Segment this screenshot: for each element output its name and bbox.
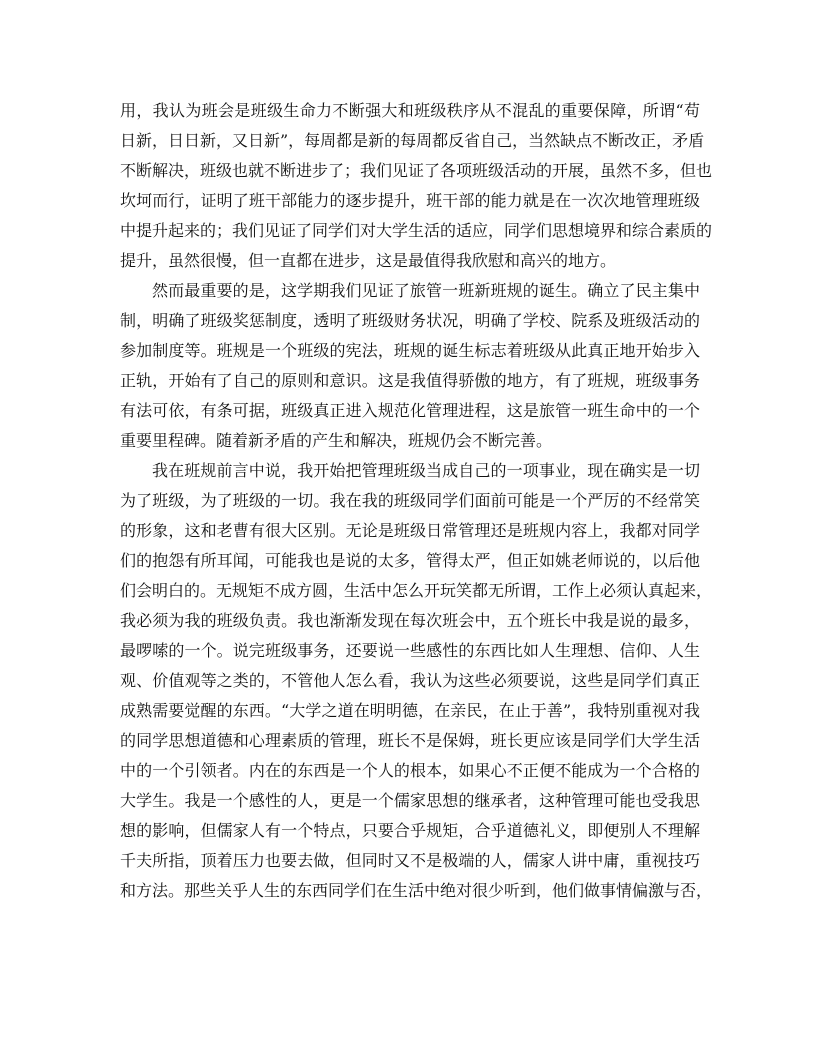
text-line: 我必须为我的班级负责。我也渐渐发现在每次班会中，五个班长中我是说的最多，	[120, 611, 700, 630]
text-line: 和方法。那些关乎人生的东西同学们在生活中绝对很少听到，他们做事情偏激与否，	[120, 881, 713, 900]
text-line: 用，我认为班会是班级生命力不断强大和班级秩序从不混乱的重要保障，所谓“苟	[120, 101, 700, 120]
paragraph-management	[120, 456, 713, 906]
text-line: 中的一个引领者。内在的东西是一个人的根本，如果心不正便不能成为一个合格的	[120, 761, 700, 780]
paragraph-class-rules	[120, 276, 700, 456]
text-line: 最啰嗦的一个。说完班级事务，还要说一些感性的东西比如人生理想、信仰、人生	[120, 641, 700, 660]
text-line: 大学生。我是一个感性的人，更是一个儒家思想的继承者，这种管理可能也受我思	[120, 791, 700, 810]
text-line: 的同学思想道德和心理素质的管理，班长不是保姆，班长更应该是同学们大学生活	[120, 731, 700, 750]
text-line: 日新，日日新，又日新”，每周都是新的每周都反省自己，当然缺点不断改正，矛盾	[120, 131, 705, 150]
text-line: 重要里程碑。随着新矛盾的产生和解决，班规仍会不断完善。	[120, 431, 553, 450]
body-text	[120, 96, 713, 906]
text-line: 们会明白的。无规矩不成方圆，生活中怎么开玩笑都无所谓，工作上必须认真起来，	[120, 581, 713, 600]
text-line: 我在班规前言中说，我开始把管理班级当成自己的一项事业，现在确实是一切	[152, 461, 700, 480]
text-line: 制，明确了班级奖惩制度，透明了班级财务状况，明确了学校、院系及班级活动的	[120, 311, 700, 330]
text-line: 的形象，这和老曹有很大区别。无论是班级日常管理还是班规内容上，我都对同学	[120, 521, 700, 540]
text-line: 正轨，开始有了自己的原则和意识。这是我值得骄傲的地方，有了班规，班级事务	[120, 371, 700, 390]
text-line: 有法可依，有条可据，班级真正进入规范化管理进程，这是旅管一班生命中的一个	[120, 401, 700, 420]
text-line: 参加制度等。班规是一个班级的宪法，班规的诞生标志着班级从此真正地开始步入	[120, 341, 700, 360]
paragraph-class-meeting	[120, 96, 713, 276]
text-line: 观、价值观等之类的，不管他人怎么看，我认为这些必须要说，这些是同学们真正	[120, 671, 700, 690]
text-line: 提升，虽然很慢，但一直都在进步，这是最值得我欣慰和高兴的地方。	[120, 251, 617, 270]
text-line: 们的抱怨有所耳闻，可能我也是说的太多，管得太严，但正如姚老师说的，以后他	[120, 551, 700, 570]
text-line: 不断解决，班级也就不断进步了；我们见证了各项班级活动的开展，虽然不多，但也	[120, 161, 713, 180]
text-line: 千夫所指，顶着压力也要去做，但同时又不是极端的人，儒家人讲中庸，重视技巧	[120, 851, 700, 870]
text-line: 为了班级，为了班级的一切。我在我的班级同学们面前可能是一个严厉的不经常笑	[120, 491, 700, 510]
text-line: 坎坷而行，证明了班干部能力的逐步提升，班干部的能力就是在一次次地管理班级	[120, 191, 700, 210]
text-line: 成熟需要觉醒的东西。“大学之道在明明德，在亲民，在止于善”，我特别重视对我	[120, 701, 700, 720]
text-line: 想的影响，但儒家人有一个特点，只要合乎规矩，合乎道德礼义，即便别人不理解	[120, 821, 700, 840]
text-line: 中提升起来的；我们见证了同学们对大学生活的适应，同学们思想境界和综合素质的	[120, 221, 713, 240]
text-line: 然而最重要的是，这学期我们见证了旅管一班新班规的诞生。确立了民主集中	[152, 281, 700, 300]
